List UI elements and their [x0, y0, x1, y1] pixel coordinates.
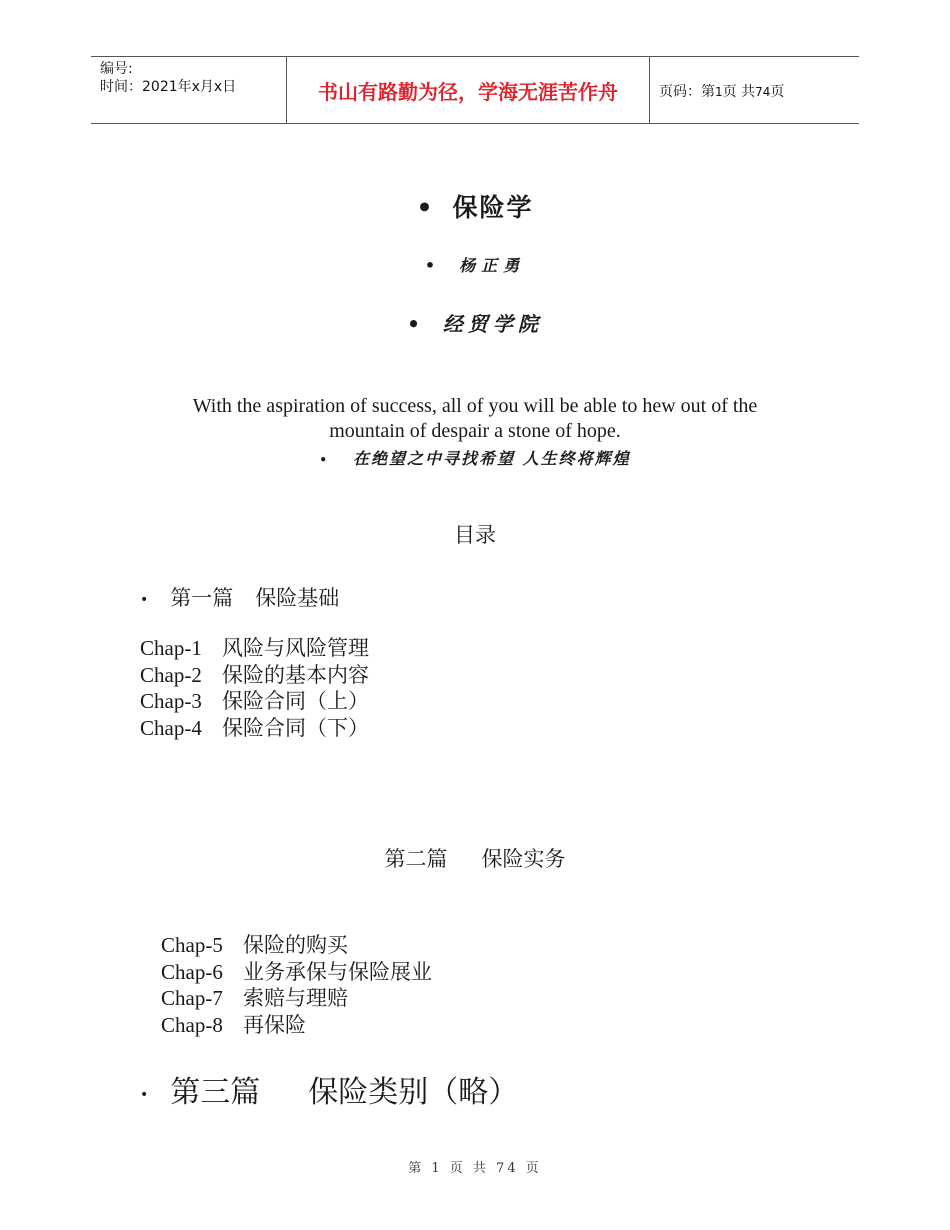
toc-part-3-name: 第三篇: [170, 1076, 261, 1109]
bullet-icon: •: [140, 592, 149, 609]
header-motto: 书山有路勤为径，学海无涯苦作舟: [318, 79, 618, 104]
toc-chapter: [140, 662, 369, 689]
bullet-icon: •: [140, 1087, 149, 1104]
chapter-title: 保险合同（下）: [222, 715, 369, 740]
header-divider: [649, 57, 650, 123]
toc-chapter-list-2: [161, 932, 432, 1038]
header-page-total: 74: [755, 85, 771, 99]
cover-title-text: 保险学: [452, 193, 534, 222]
toc-part-1-name: 第一篇: [170, 586, 234, 610]
toc-part-3: [140, 1067, 518, 1111]
toc-part-2: [0, 843, 950, 873]
chapter-title: 业务承保与保险展业: [243, 959, 432, 984]
header-meta: [100, 60, 236, 96]
chapter-title: 保险的购买: [243, 933, 348, 957]
chapter-code: Chap-7: [161, 986, 223, 1010]
header-page-info: [659, 81, 784, 101]
toc-chapter: [161, 1012, 432, 1039]
toc-chapter: [161, 959, 432, 986]
chapter-title: 索赔与理赔: [243, 986, 348, 1010]
toc-part-1-topic: 保险基础: [255, 586, 340, 610]
cover-title: [0, 188, 950, 224]
header-page-label: 页码：第: [659, 84, 715, 100]
header-page-mid: 页 共: [722, 84, 756, 100]
chapter-code: Chap-1: [140, 636, 202, 660]
toc-title: 目录: [454, 523, 496, 547]
header-time-label: 时间：2021年x月x日: [100, 79, 237, 95]
chapter-code: Chap-5: [161, 933, 223, 957]
page-header: [91, 56, 859, 124]
toc-chapter: [140, 688, 369, 715]
header-page-current: 1: [715, 85, 723, 99]
chapter-code: Chap-3: [140, 689, 202, 713]
chapter-code: Chap-8: [161, 1012, 223, 1037]
header-number-label: 编号:: [100, 61, 133, 77]
motto-english: [0, 394, 950, 444]
toc-part-3-topic: 保险类别（略）: [308, 1076, 519, 1109]
motto-chinese-text: 在绝望之中寻找希望 人生终将辉煌: [353, 449, 631, 468]
bullet-icon: •: [407, 312, 425, 336]
toc-chapter-list-1: [140, 635, 369, 741]
bullet-icon: •: [319, 453, 330, 467]
toc-chapter: [161, 932, 432, 959]
header-page-suffix: 页: [770, 84, 785, 100]
motto-chinese: [0, 446, 950, 469]
toc-chapter: [161, 985, 432, 1012]
bullet-icon: •: [424, 256, 442, 275]
motto-english-text: With the aspiration of success, all of you will be able to hew out of the mountain of despair a stone of hope.: [192, 395, 758, 442]
page-footer: 第 1 页 共 74 页: [408, 1161, 542, 1176]
bullet-icon: •: [416, 193, 435, 222]
cover-school: [0, 308, 950, 337]
cover-author: [0, 253, 950, 276]
chapter-title: 保险合同（上）: [222, 689, 369, 713]
toc-part-2-name: 第二篇: [384, 847, 448, 871]
chapter-code: Chap-6: [161, 959, 223, 984]
toc-part-2-topic: 保险实务: [481, 847, 566, 871]
chapter-title: 风险与风险管理: [222, 636, 369, 660]
toc-chapter: [140, 635, 369, 662]
chapter-title: 再保险: [243, 1012, 306, 1037]
toc-chapter: [140, 715, 369, 742]
cover-author-text: 杨正勇: [459, 256, 526, 275]
chapter-code: Chap-2: [140, 662, 202, 687]
cover-school-text: 经贸学院: [442, 312, 543, 336]
toc-part-1: [140, 582, 339, 612]
chapter-code: Chap-4: [140, 715, 202, 740]
chapter-title: 保险的基本内容: [222, 662, 369, 687]
